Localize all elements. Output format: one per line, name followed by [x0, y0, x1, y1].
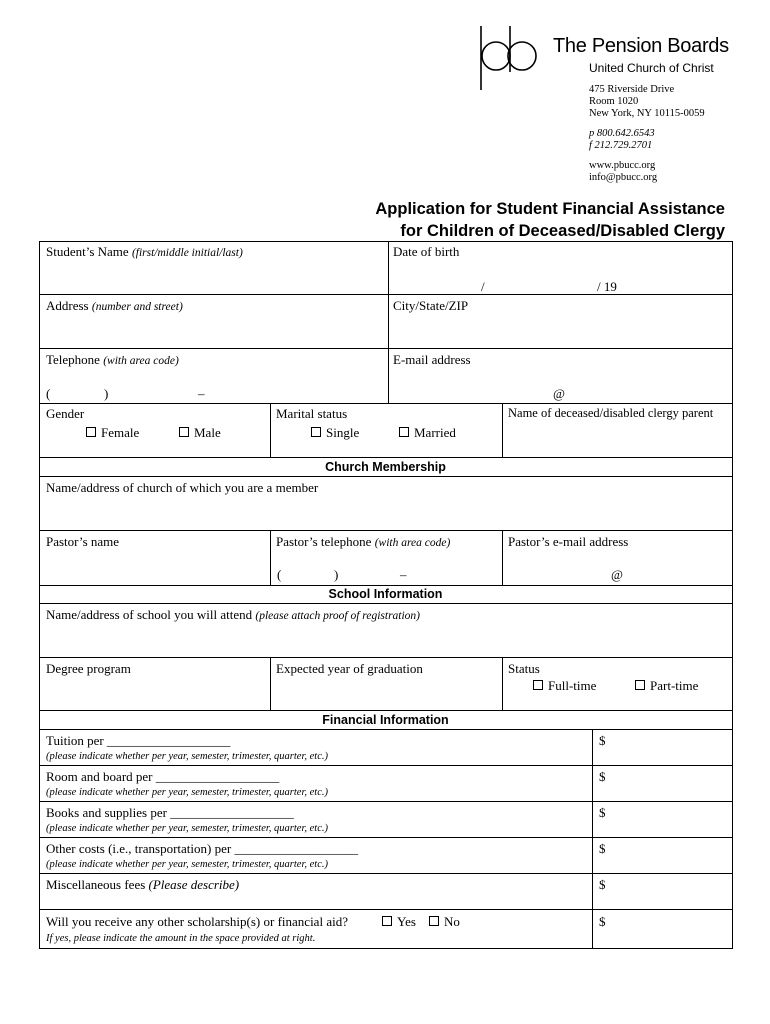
email-at: @ [611, 567, 623, 582]
phone-dash: – [400, 567, 407, 582]
address-field[interactable] [46, 298, 183, 315]
books-supplies-amount[interactable]: $ [599, 805, 606, 820]
other-costs-amount[interactable]: $ [599, 841, 606, 856]
female-label: Female [101, 425, 140, 440]
title-line: Application for Student Financial Assistance [375, 200, 725, 218]
org-subtitle: United Church of Christ [589, 61, 714, 75]
church-name-field[interactable]: Name/address of church of which you are a member [46, 480, 319, 495]
checkbox-icon [179, 427, 189, 437]
tuition-field[interactable]: Tuition per ___________________ [46, 733, 231, 748]
area-code-open: ( [46, 386, 51, 401]
section-title-church: Church Membership [325, 460, 446, 474]
female-checkbox[interactable] [86, 425, 139, 441]
hint: (number and street) [91, 301, 183, 313]
area-code-open: ( [277, 567, 282, 582]
divider [39, 765, 732, 766]
divider [502, 657, 503, 710]
form-border-bottom [39, 948, 733, 949]
section-title-school: School Information [328, 587, 443, 601]
full-time-label: Full-time [548, 678, 597, 693]
single-checkbox[interactable] [311, 425, 359, 441]
phone-number: p 800.642.6543 [589, 128, 655, 139]
divider [592, 729, 593, 948]
area-code-close: ) [334, 567, 339, 582]
checkbox-icon [635, 680, 645, 690]
checkbox-icon [399, 427, 409, 437]
divider [270, 530, 271, 585]
student-name-label: Student’s Name [46, 244, 129, 259]
checkbox-icon [86, 427, 96, 437]
period-note: (please indicate whether per year, semester, trimester, quarter, etc.) [46, 787, 328, 798]
married-checkbox[interactable] [399, 425, 456, 441]
divider [270, 657, 271, 710]
divider [39, 873, 732, 874]
misc-fees-label: Miscellaneous fees [46, 877, 146, 892]
divider [39, 909, 732, 910]
marital-status-label: Marital status [276, 406, 348, 421]
divider [39, 530, 732, 531]
male-checkbox[interactable] [179, 425, 221, 441]
hint: (first/middle initial/last) [131, 247, 243, 259]
hint: (Please describe) [148, 877, 240, 892]
part-time-checkbox[interactable] [635, 678, 698, 694]
telephone-label: Telephone [46, 352, 100, 367]
aid-amount[interactable]: $ [599, 914, 606, 929]
pastor-phone-label: Pastor’s telephone [276, 534, 372, 549]
website: www.pbucc.org [589, 160, 656, 171]
school-label: Name/address of school you will attend [46, 607, 253, 622]
form-border-right [732, 241, 733, 948]
document-title [300, 198, 725, 242]
city-state-zip-field[interactable] [393, 298, 468, 313]
status-label: Status [508, 661, 540, 676]
pbucc-logo [478, 26, 538, 90]
room-board-field[interactable]: Room and board per ___________________ [46, 769, 280, 784]
checkbox-icon [382, 916, 392, 926]
tuition-amount[interactable]: $ [599, 733, 606, 748]
divider [39, 457, 732, 458]
contact-email: info@pbucc.org [589, 172, 658, 183]
divider [39, 837, 732, 838]
dob-field[interactable] [393, 244, 459, 259]
full-time-checkbox[interactable] [533, 678, 596, 694]
divider [270, 403, 271, 457]
divider [39, 476, 732, 477]
period-note: (please indicate whether per year, semester, trimester, quarter, etc.) [46, 859, 328, 870]
dob-year-prefix: / 19 [597, 279, 617, 294]
period-note: (please indicate whether per year, semester, trimester, quarter, etc.) [46, 751, 328, 762]
room-board-amount[interactable]: $ [599, 769, 606, 784]
misc-fees-amount[interactable]: $ [599, 877, 606, 892]
checkbox-icon [533, 680, 543, 690]
degree-program-field[interactable]: Degree program [46, 661, 131, 676]
address-line: Room 1020 [589, 96, 639, 107]
books-supplies-field[interactable]: Books and supplies per ___________________ [46, 805, 294, 820]
email-field[interactable] [393, 352, 471, 367]
hint: (please attach proof of registration) [255, 610, 421, 622]
checkbox-icon [311, 427, 321, 437]
period-note: (please indicate whether per year, semester, trimester, quarter, etc.) [46, 823, 328, 834]
pastor-phone-field[interactable] [276, 534, 450, 551]
email-at: @ [553, 386, 565, 401]
divider [39, 657, 732, 658]
area-code-close: ) [104, 386, 109, 401]
divider [39, 403, 732, 404]
city-label: City/State/ZIP [393, 298, 469, 313]
address-line: New York, NY 10115-0059 [589, 108, 705, 119]
divider [39, 585, 732, 586]
divider [39, 710, 732, 711]
yes-label: Yes [397, 914, 416, 929]
graduation-year-field[interactable]: Expected year of graduation [276, 661, 423, 676]
divider [388, 241, 389, 404]
no-label: No [444, 914, 460, 929]
gender-label: Gender [46, 406, 85, 421]
single-label: Single [326, 425, 360, 440]
divider [39, 348, 732, 349]
divider [39, 603, 732, 604]
phone-dash: – [198, 386, 205, 401]
form-border-top [39, 241, 732, 242]
part-time-label: Part-time [650, 678, 699, 693]
school-name-field[interactable] [46, 607, 420, 624]
divider [39, 801, 732, 802]
pastor-email-field[interactable]: Pastor’s e-mail address [508, 534, 629, 549]
hint: (with area code) [374, 537, 451, 549]
address-line: 475 Riverside Drive [589, 84, 675, 95]
checkbox-icon [429, 916, 439, 926]
divider [39, 729, 732, 730]
aid-note: If yes, please indicate the amount in the space provided at right. [46, 933, 316, 944]
divider [39, 294, 732, 295]
title-line: for Children of Deceased/Disabled Clergy [400, 222, 725, 240]
dob-separator: / [481, 279, 485, 294]
other-costs-field[interactable]: Other costs (i.e., transportation) per ___________________ [46, 841, 358, 856]
male-label: Male [194, 425, 221, 440]
hint: (with area code) [103, 355, 179, 367]
dob-label: Date of birth [393, 244, 460, 259]
pastor-name-field[interactable]: Pastor’s name [46, 534, 120, 549]
divider [502, 403, 503, 457]
other-aid-question: Will you receive any other scholarship(s) or financial aid? [46, 914, 348, 929]
aid-no-checkbox[interactable] [429, 914, 460, 930]
fax-number: f 212.729.2701 [589, 140, 653, 151]
aid-yes-checkbox[interactable] [382, 914, 416, 930]
telephone-field[interactable] [46, 352, 179, 369]
clergy-parent-field[interactable]: Name of deceased/disabled clergy parent [508, 406, 714, 420]
married-label: Married [414, 425, 456, 440]
student-name-field[interactable] [46, 244, 243, 261]
address-label: Address [46, 298, 89, 313]
misc-fees-field[interactable] [46, 877, 239, 892]
email-label: E-mail address [393, 352, 471, 367]
divider [502, 530, 503, 585]
section-title-financial: Financial Information [322, 713, 449, 727]
org-name: The Pension Boards [553, 35, 729, 57]
